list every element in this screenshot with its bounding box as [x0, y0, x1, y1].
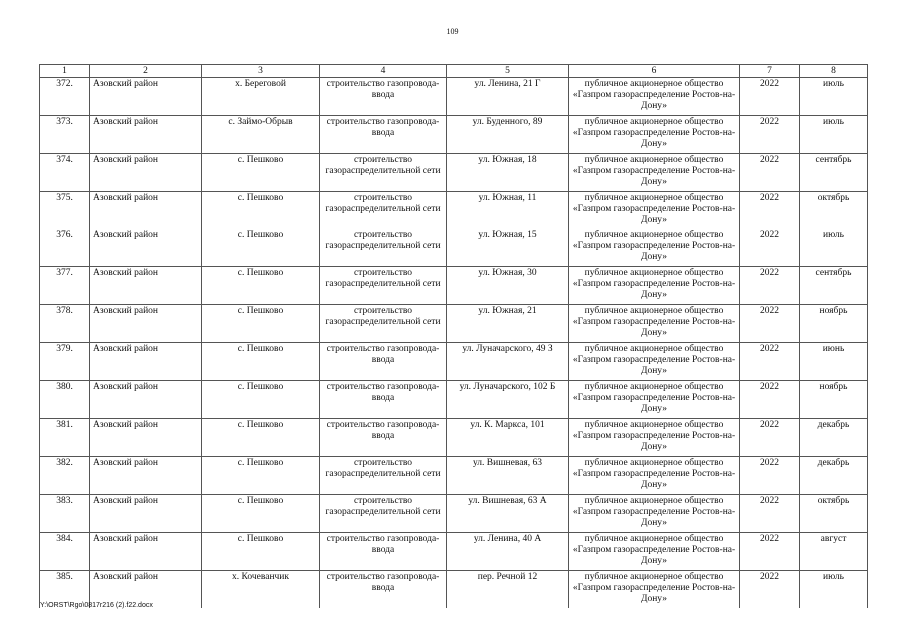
year-cell: 2022: [740, 305, 800, 343]
row-number-cell: 374.: [40, 154, 90, 192]
year-cell: 2022: [740, 343, 800, 381]
district-cell: Азовский район: [90, 381, 202, 419]
month-cell: ноябрь: [800, 305, 868, 343]
settlement-cell: с. Пешково: [202, 154, 320, 192]
district-cell: Азовский район: [90, 571, 202, 609]
work-type-cell: строительство газопровода-ввода: [320, 116, 447, 154]
settlement-cell: с. Пешково: [202, 343, 320, 381]
district-cell: Азовский район: [90, 495, 202, 533]
year-cell: 2022: [740, 116, 800, 154]
work-type-cell: строительство газораспределительной сети: [320, 457, 447, 495]
month-cell: август: [800, 533, 868, 571]
column-header: 3: [202, 65, 320, 78]
year-cell: 2022: [740, 192, 800, 230]
table-row: [40, 267, 868, 305]
row-number-cell: 381.: [40, 419, 90, 457]
work-type-cell: строительство газораспределительной сети: [320, 267, 447, 305]
organization-cell: публичное акционерное общество «Газпром газораспределение Ростов-на-Дону»: [569, 154, 740, 192]
year-cell: 2022: [740, 571, 800, 609]
organization-cell: публичное акционерное общество «Газпром газораспределение Ростов-на-Дону»: [569, 305, 740, 343]
column-header: 1: [40, 65, 90, 78]
work-type-cell: строительство газопровода-ввода: [320, 78, 447, 116]
row-number-cell: 379.: [40, 343, 90, 381]
page-number: 109: [446, 27, 459, 36]
table-row: [40, 495, 868, 533]
work-type-cell: строительство газораспределительной сети: [320, 154, 447, 192]
organization-cell: публичное акционерное общество «Газпром газораспределение Ростов-на-Дону»: [569, 267, 740, 305]
district-cell: Азовский район: [90, 78, 202, 116]
address-cell: ул. Южная, 21: [447, 305, 569, 343]
year-cell: 2022: [740, 457, 800, 495]
month-cell: сентябрь: [800, 154, 868, 192]
year-cell: 2022: [740, 229, 800, 267]
year-cell: 2022: [740, 495, 800, 533]
district-cell: Азовский район: [90, 305, 202, 343]
table-row: [40, 116, 868, 154]
work-type-cell: строительство газораспределительной сети: [320, 229, 447, 267]
row-number-cell: 376.: [40, 229, 90, 267]
year-cell: 2022: [740, 154, 800, 192]
organization-cell: публичное акционерное общество «Газпром газораспределение Ростов-на-Дону»: [569, 571, 740, 609]
district-cell: Азовский район: [90, 533, 202, 571]
column-header: 6: [569, 65, 740, 78]
month-cell: июнь: [800, 343, 868, 381]
month-cell: сентябрь: [800, 267, 868, 305]
district-cell: Азовский район: [90, 419, 202, 457]
organization-cell: публичное акционерное общество «Газпром газораспределение Ростов-на-Дону»: [569, 533, 740, 571]
address-cell: ул. Южная, 15: [447, 229, 569, 267]
month-cell: декабрь: [800, 457, 868, 495]
row-number-cell: 383.: [40, 495, 90, 533]
month-cell: июль: [800, 229, 868, 267]
organization-cell: публичное акционерное общество «Газпром газораспределение Ростов-на-Дону»: [569, 78, 740, 116]
work-type-cell: строительство газопровода-ввода: [320, 419, 447, 457]
address-cell: ул. Южная, 18: [447, 154, 569, 192]
table-row: [40, 457, 868, 495]
work-type-cell: строительство газораспределительной сети: [320, 192, 447, 230]
row-number-cell: 384.: [40, 533, 90, 571]
organization-cell: публичное акционерное общество «Газпром газораспределение Ростов-на-Дону»: [569, 495, 740, 533]
year-cell: 2022: [740, 78, 800, 116]
organization-cell: публичное акционерное общество «Газпром газораспределение Ростов-на-Дону»: [569, 229, 740, 267]
address-cell: ул. Южная, 11: [447, 192, 569, 230]
work-type-cell: строительство газопровода-ввода: [320, 343, 447, 381]
table-row: [40, 571, 868, 609]
organization-cell: публичное акционерное общество «Газпром газораспределение Ростов-на-Дону»: [569, 343, 740, 381]
table-row: [40, 419, 868, 457]
settlement-cell: х. Береговой: [202, 78, 320, 116]
table-row: [40, 154, 868, 192]
organization-cell: публичное акционерное общество «Газпром газораспределение Ростов-на-Дону»: [569, 116, 740, 154]
row-number-cell: 373.: [40, 116, 90, 154]
settlement-cell: с. Пешково: [202, 381, 320, 419]
row-number-cell: 372.: [40, 78, 90, 116]
month-cell: октябрь: [800, 495, 868, 533]
file-path-footer: Y:\ORST\Rgo\0817r216 (2).f22.docx: [40, 602, 153, 609]
work-type-cell: строительство газораспределительной сети: [320, 495, 447, 533]
address-cell: ул. Ленина, 21 Г: [447, 78, 569, 116]
address-cell: ул. Южная, 30: [447, 267, 569, 305]
month-cell: ноябрь: [800, 381, 868, 419]
row-number-cell: 378.: [40, 305, 90, 343]
district-cell: Азовский район: [90, 229, 202, 267]
settlement-cell: с. Пешково: [202, 457, 320, 495]
gasification-schedule-table: [39, 64, 868, 608]
address-cell: пер. Речной 12: [447, 571, 569, 609]
work-type-cell: строительство газопровода-ввода: [320, 571, 447, 609]
row-number-cell: 382.: [40, 457, 90, 495]
address-cell: ул. Луначарского, 102 Б: [447, 381, 569, 419]
organization-cell: публичное акционерное общество «Газпром газораспределение Ростов-на-Дону»: [569, 457, 740, 495]
table-row: [40, 343, 868, 381]
column-header: 7: [740, 65, 800, 78]
row-number-cell: 380.: [40, 381, 90, 419]
district-cell: Азовский район: [90, 267, 202, 305]
month-cell: декабрь: [800, 419, 868, 457]
header-row: [40, 65, 868, 78]
district-cell: Азовский район: [90, 343, 202, 381]
work-type-cell: строительство газопровода-ввода: [320, 533, 447, 571]
row-number-cell: 385.: [40, 571, 90, 609]
table-row: [40, 229, 868, 267]
settlement-cell: с. Пешково: [202, 419, 320, 457]
organization-cell: публичное акционерное общество «Газпром газораспределение Ростов-на-Дону»: [569, 381, 740, 419]
work-type-cell: строительство газораспределительной сети: [320, 305, 447, 343]
month-cell: июль: [800, 116, 868, 154]
settlement-cell: с. Пешково: [202, 267, 320, 305]
district-cell: Азовский район: [90, 154, 202, 192]
table-row: [40, 78, 868, 116]
district-cell: Азовский район: [90, 457, 202, 495]
work-type-cell: строительство газопровода-ввода: [320, 381, 447, 419]
month-cell: июль: [800, 78, 868, 116]
table-row: [40, 192, 868, 230]
column-header: 8: [800, 65, 868, 78]
month-cell: октябрь: [800, 192, 868, 230]
year-cell: 2022: [740, 381, 800, 419]
year-cell: 2022: [740, 267, 800, 305]
organization-cell: публичное акционерное общество «Газпром газораспределение Ростов-на-Дону»: [569, 419, 740, 457]
year-cell: 2022: [740, 419, 800, 457]
settlement-cell: с. Пешково: [202, 229, 320, 267]
district-cell: Азовский район: [90, 116, 202, 154]
table-row: [40, 533, 868, 571]
column-header: 2: [90, 65, 202, 78]
organization-cell: публичное акционерное общество «Газпром газораспределение Ростов-на-Дону»: [569, 192, 740, 230]
district-cell: Азовский район: [90, 192, 202, 230]
column-header: 4: [320, 65, 447, 78]
address-cell: ул. Ленина, 40 А: [447, 533, 569, 571]
address-cell: ул. Буденного, 89: [447, 116, 569, 154]
settlement-cell: с. Пешково: [202, 305, 320, 343]
table-row: [40, 305, 868, 343]
row-number-cell: 377.: [40, 267, 90, 305]
address-cell: ул. Вишневая, 63 А: [447, 495, 569, 533]
address-cell: ул. Вишневая, 63: [447, 457, 569, 495]
address-cell: ул. Луначарского, 49 З: [447, 343, 569, 381]
column-header: 5: [447, 65, 569, 78]
month-cell: июль: [800, 571, 868, 609]
row-number-cell: 375.: [40, 192, 90, 230]
settlement-cell: х. Кочеванчик: [202, 571, 320, 609]
settlement-cell: с. Пешково: [202, 192, 320, 230]
settlement-cell: с. Займо-Обрыв: [202, 116, 320, 154]
settlement-cell: с. Пешково: [202, 495, 320, 533]
year-cell: 2022: [740, 533, 800, 571]
table-row: [40, 381, 868, 419]
address-cell: ул. К. Маркса, 101: [447, 419, 569, 457]
settlement-cell: с. Пешково: [202, 533, 320, 571]
